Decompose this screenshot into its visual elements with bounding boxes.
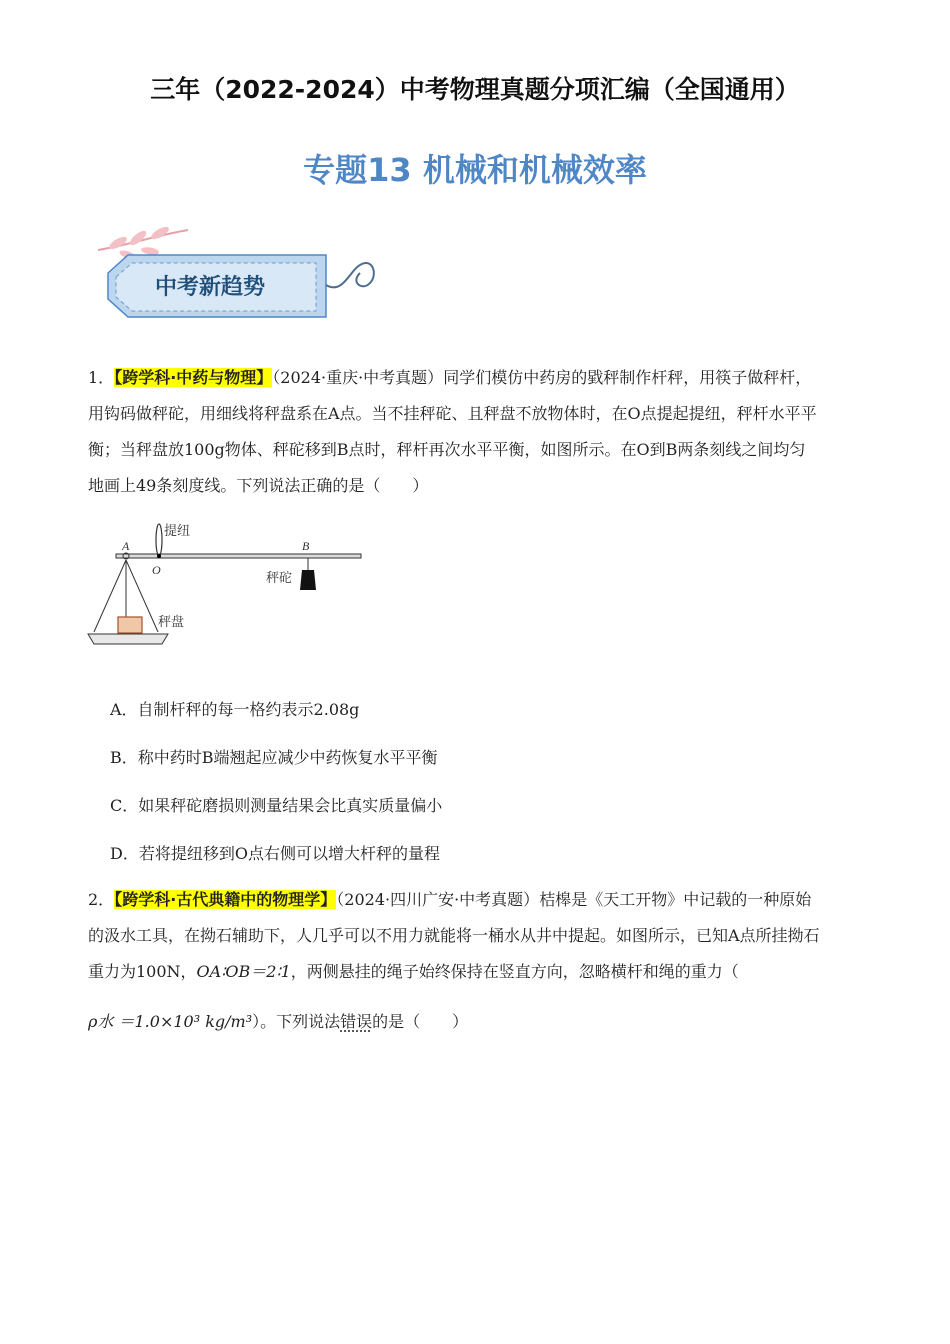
q2-line-1: [88, 882, 868, 918]
q2-text-4b: 的是（ ）: [372, 1012, 469, 1031]
q1-option-a: A．自制杆秤的每一格约表示2.08g: [110, 700, 360, 719]
steelyard-figure: [86, 520, 366, 650]
q1-option-c: C．如果秤砣磨损则测量结果会比真实质量偏小: [110, 796, 443, 815]
label-o: O: [152, 563, 161, 577]
steelyard-rod: [116, 554, 361, 558]
q1-line-4: 地画上49条刻度线。下列说法正确的是（ ）: [88, 476, 429, 495]
q2-emphasis: 错误: [340, 1012, 373, 1031]
banner-label: 中考新趋势: [155, 275, 266, 300]
label-tiniu: 提纽: [164, 524, 191, 539]
q2-tag: 【跨学科·古代典籍中的物理学】: [114, 890, 337, 909]
counterweight: [300, 570, 316, 590]
topic-title: 专题13 机械和机械效率: [303, 151, 647, 189]
q2-line-3: [88, 954, 868, 990]
question-1: [88, 360, 868, 504]
q2-text-4a: ）。下列说法: [252, 1012, 341, 1031]
q2-line-2: 的汲水工具，在拗石辅助下，人几乎可以不用力就能将一桶水从井中提起。如图所示，已知A点所挂拗石: [88, 926, 820, 945]
q2-text-3b: ，两侧悬挂的绳子始终保持在竖直方向，忽略横杆和绳的重力（: [290, 962, 739, 981]
q1-source: （2024·重庆·中考真题）: [272, 368, 444, 387]
scale-pan: [88, 634, 168, 644]
q2-number: 2．: [88, 890, 115, 909]
q1-line-2: 用钩码做秤砣，用细线将秤盘系在A点。当不挂秤砣、且秤盘不放物体时，在O点提起提纽，秤杆水平平: [88, 404, 817, 423]
label-chengtuo: 秤砣: [266, 571, 293, 586]
q1-tag: 【跨学科·中药与物理】: [114, 368, 273, 387]
q1-number: 1．: [88, 368, 115, 387]
q2-text-3a: 重力为100N，: [88, 962, 197, 981]
label-b: B: [302, 539, 310, 553]
q2-source: （2024·四川广安·中考真题）: [336, 890, 540, 909]
q1-option-b: B．称中药时B端翘起应减少中药恢复水平平衡: [110, 748, 438, 767]
q1-line-3: 衡；当秤盘放100g物体、秤砣移到B点时，秤杆再次水平平衡，如图所示。在O到B两条刻线之间均匀: [88, 440, 806, 459]
ratio-formula: OA∶OB＝2∶1: [196, 962, 291, 981]
density-formula: ρ水 ＝1.0×10³ kg/m³: [88, 1012, 253, 1031]
q1-text-1: 同学们模仿中药房的戥秤制作杆秤，用筷子做秤杆，: [443, 368, 812, 387]
label-chengpan: 秤盘: [158, 615, 185, 630]
question-2: [88, 882, 868, 1040]
q2-text-1: 桔槔是《天工开物》中记载的一种原始: [539, 890, 812, 909]
lifting-loop: [156, 524, 162, 556]
q1-line-1: [88, 360, 868, 396]
pivot-point-o: [157, 554, 161, 558]
main-title: 三年（2022-2024）中考物理真题分项汇编（全国通用）: [150, 75, 800, 104]
object-block: [118, 617, 142, 633]
q1-option-d: D．若将提纽移到O点右侧可以增大杆秤的量程: [110, 844, 440, 863]
q2-line-4: [88, 1004, 868, 1040]
label-a: A: [122, 539, 130, 553]
